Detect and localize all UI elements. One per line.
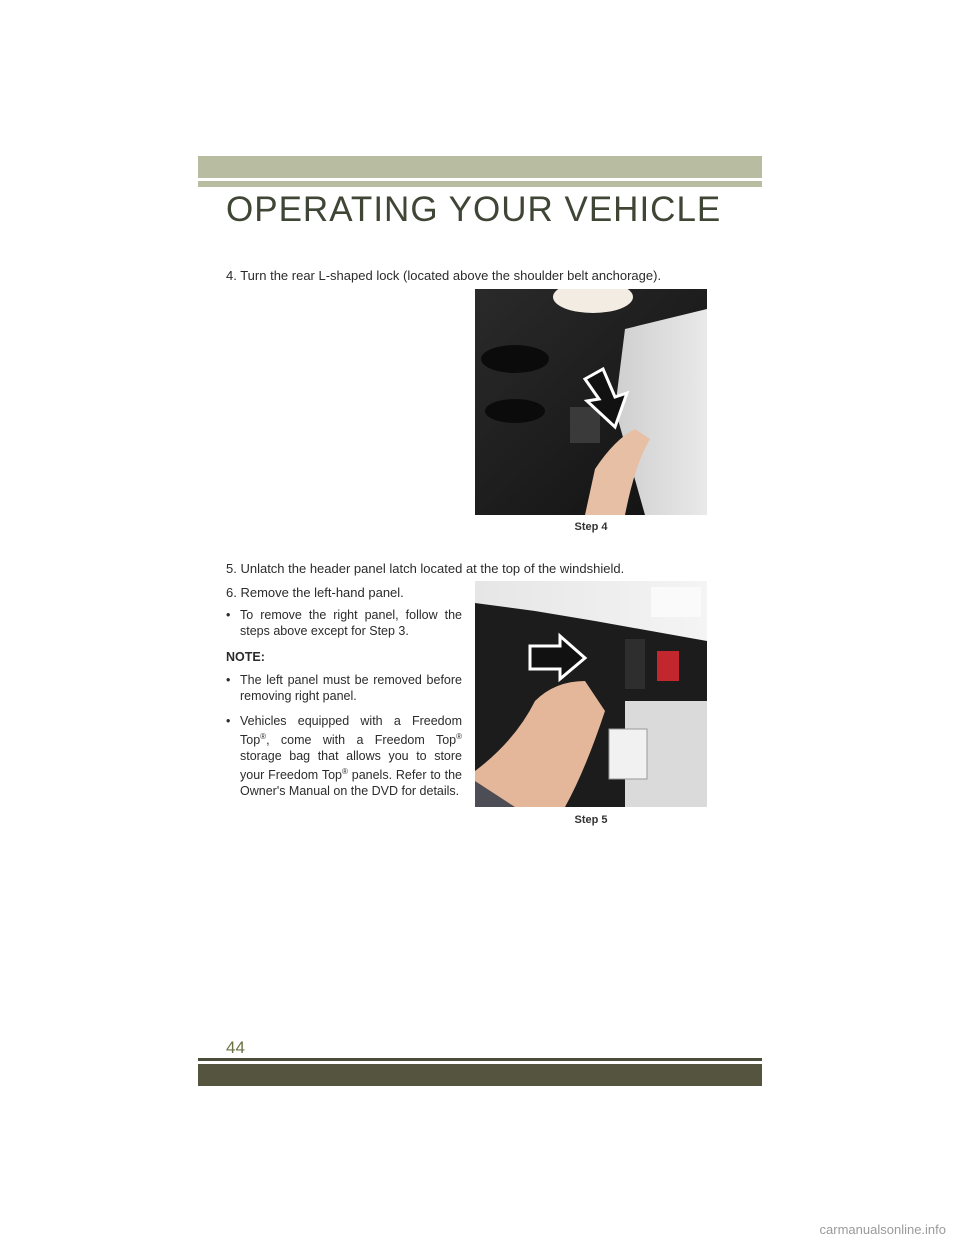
bullet-left-first xyxy=(226,672,462,704)
note-label: NOTE: xyxy=(226,650,265,664)
step-5-photo xyxy=(475,581,707,807)
step-5-caption: Step 5 xyxy=(574,814,608,826)
registered-mark: ® xyxy=(341,767,348,777)
step-4-photo xyxy=(475,289,707,515)
bullet-freedom-top xyxy=(226,713,462,799)
bullet-freedom-top-text xyxy=(226,713,462,799)
header-bar xyxy=(198,156,762,178)
bullet-right-panel xyxy=(226,607,462,639)
freedom-top-text-a: Vehicles equipped with a Freedom Top xyxy=(240,714,462,748)
step-5-text: 5. Unlatch the header panel latch located at the top of the windshield. xyxy=(226,561,625,576)
footer-rule xyxy=(198,1058,762,1061)
registered-mark: ® xyxy=(456,732,462,741)
step-4-illustration xyxy=(475,289,707,515)
step-6-text: 6. Remove the left-hand panel. xyxy=(226,585,404,600)
bullet-right-panel-text: To remove the right panel, follow the steps above except for Step 3. xyxy=(240,608,462,638)
section-title: OPERATING YOUR VEHICLE xyxy=(226,190,722,229)
bullet-dot: • xyxy=(226,673,231,687)
bullet-dot: • xyxy=(226,714,231,728)
watermark: carmanualsonline.info xyxy=(819,1222,946,1237)
step-4-text: 4. Turn the rear L-shaped lock (located above the shoulder belt anchorage). xyxy=(226,268,662,283)
freedom-top-text-d: panels. Refer to the Owner's Manual on the DVD for details. xyxy=(240,768,462,799)
step-4-caption: Step 4 xyxy=(574,521,608,533)
bullet-dot: • xyxy=(226,608,231,622)
footer-bar xyxy=(198,1064,762,1086)
bullet-left-first-text: The left panel must be removed before removing right panel. xyxy=(240,673,462,703)
registered-mark: ® xyxy=(260,732,267,741)
freedom-top-text-b: , come with a Freedom Top xyxy=(266,733,457,748)
page-number: 44 xyxy=(226,1038,245,1057)
header-rule xyxy=(198,181,762,187)
freedom-top-text-c: storage bag that allows you to store your Freedom Top xyxy=(240,749,462,783)
step-5-illustration xyxy=(475,581,707,807)
